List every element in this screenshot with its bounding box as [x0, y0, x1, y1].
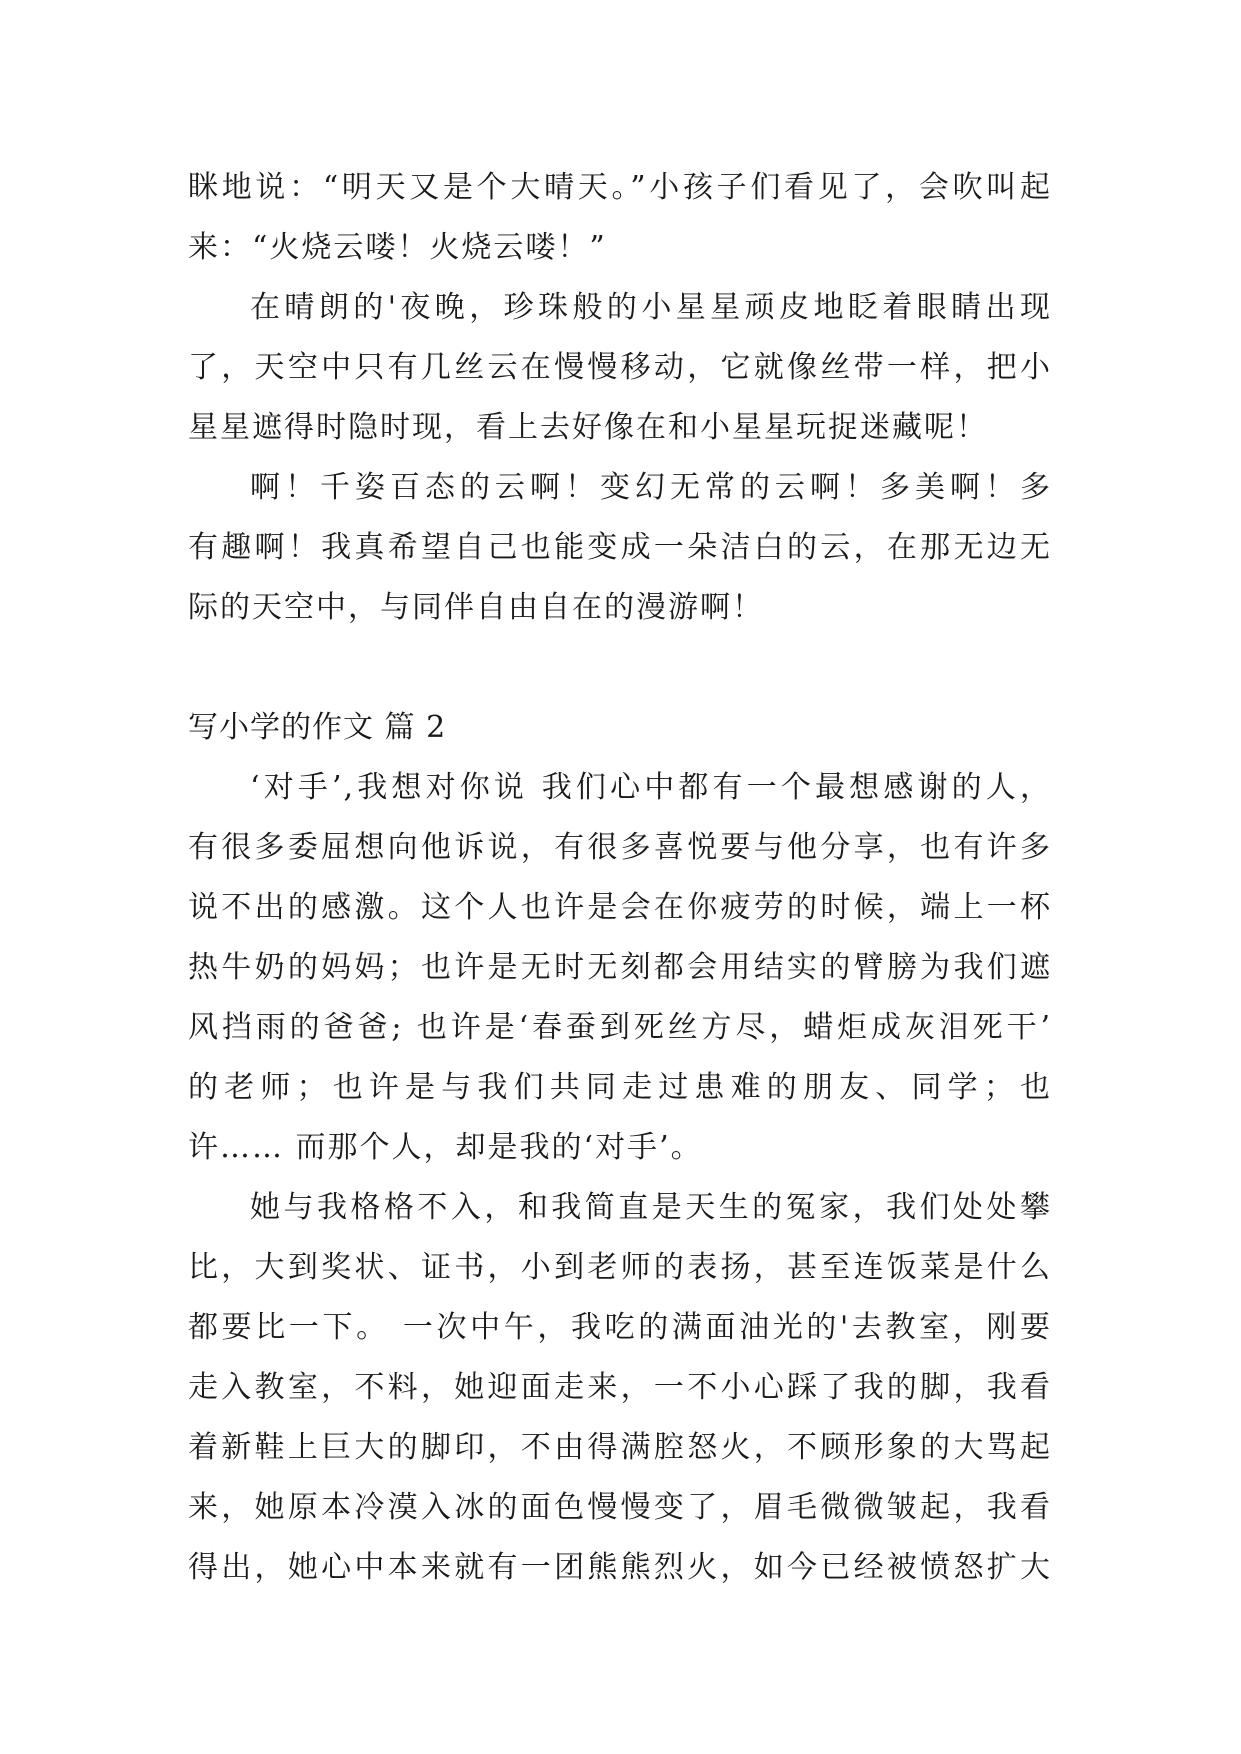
text-line: 比，大到奖状、证书，小到老师的表扬，甚至连饭菜是什么	[188, 1250, 1052, 1285]
text-line: 啊！千姿百态的云啊！变幻无常的云啊！多美啊！多	[250, 470, 1052, 505]
text-line: 热牛奶的妈妈；也许是无时无刻都会用结实的臂膀为我们遮	[188, 950, 1052, 985]
text-line: 走入教室，不料，她迎面走来，一不小心踩了我的脚，我看	[188, 1370, 1052, 1405]
text-line: 在晴朗的'夜晚，珍珠般的小星星顽皮地眨着眼睛出现	[250, 290, 1052, 325]
text-line: 着新鞋上巨大的脚印，不由得满腔怒火，不顾形象的大骂起	[188, 1430, 1052, 1465]
document-body	[188, 158, 1052, 1598]
text-line: 来，她原本冷漠入冰的面色慢慢变了，眉毛微微皱起，我看	[188, 1490, 1052, 1525]
text-line: 星星遮得时隐时现，看上去好像在和小星星玩捉迷藏呢！	[188, 410, 988, 445]
text-line: 的老师；也许是与我们共同走过患难的朋友、同学；也	[188, 1070, 1052, 1105]
text-line: 眯地说：“明天又是个大晴天。”小孩子们看见了，会吹叫起	[188, 170, 1052, 205]
text-line: 际的天空中，与同伴自由自在的漫游啊！	[188, 590, 764, 625]
text-line: 了，天空中只有几丝云在慢慢移动，它就像丝带一样，把小	[188, 350, 1052, 385]
text-line: 说不出的感激。这个人也许是会在你疲劳的时候，端上一杯	[188, 890, 1052, 925]
text-line: 有趣啊！我真希望自己也能变成一朵洁白的云，在那无边无	[188, 530, 1052, 565]
paragraph-gap	[188, 638, 1052, 698]
text-line: 来：“火烧云喽！火烧云喽！”	[188, 230, 607, 265]
text-line: 风挡雨的爸爸; 也许是‘春蚕到死丝方尽，蜡炬成灰泪死干’	[188, 1010, 1052, 1045]
section-heading: 写小学的作文 篇 2	[188, 710, 447, 745]
text-line: 她与我格格不入，和我简直是天生的冤家，我们处处攀	[250, 1190, 1052, 1225]
text-line: 都要比一下。 一次中午，我吃的满面油光的'去教室，刚要	[188, 1310, 1052, 1345]
text-line: 有很多委屈想向他诉说，有很多喜悦要与他分享，也有许多	[188, 830, 1052, 865]
text-line: 得出，她心中本来就有一团熊熊烈火，如今已经被愤怒扩大	[188, 1550, 1052, 1585]
text-line: 许…… 而那个人，却是我的‘对手’。	[188, 1130, 703, 1165]
text-line: ‘对手’,我想对你说 我们心中都有一个最想感谢的人，	[250, 770, 1052, 805]
